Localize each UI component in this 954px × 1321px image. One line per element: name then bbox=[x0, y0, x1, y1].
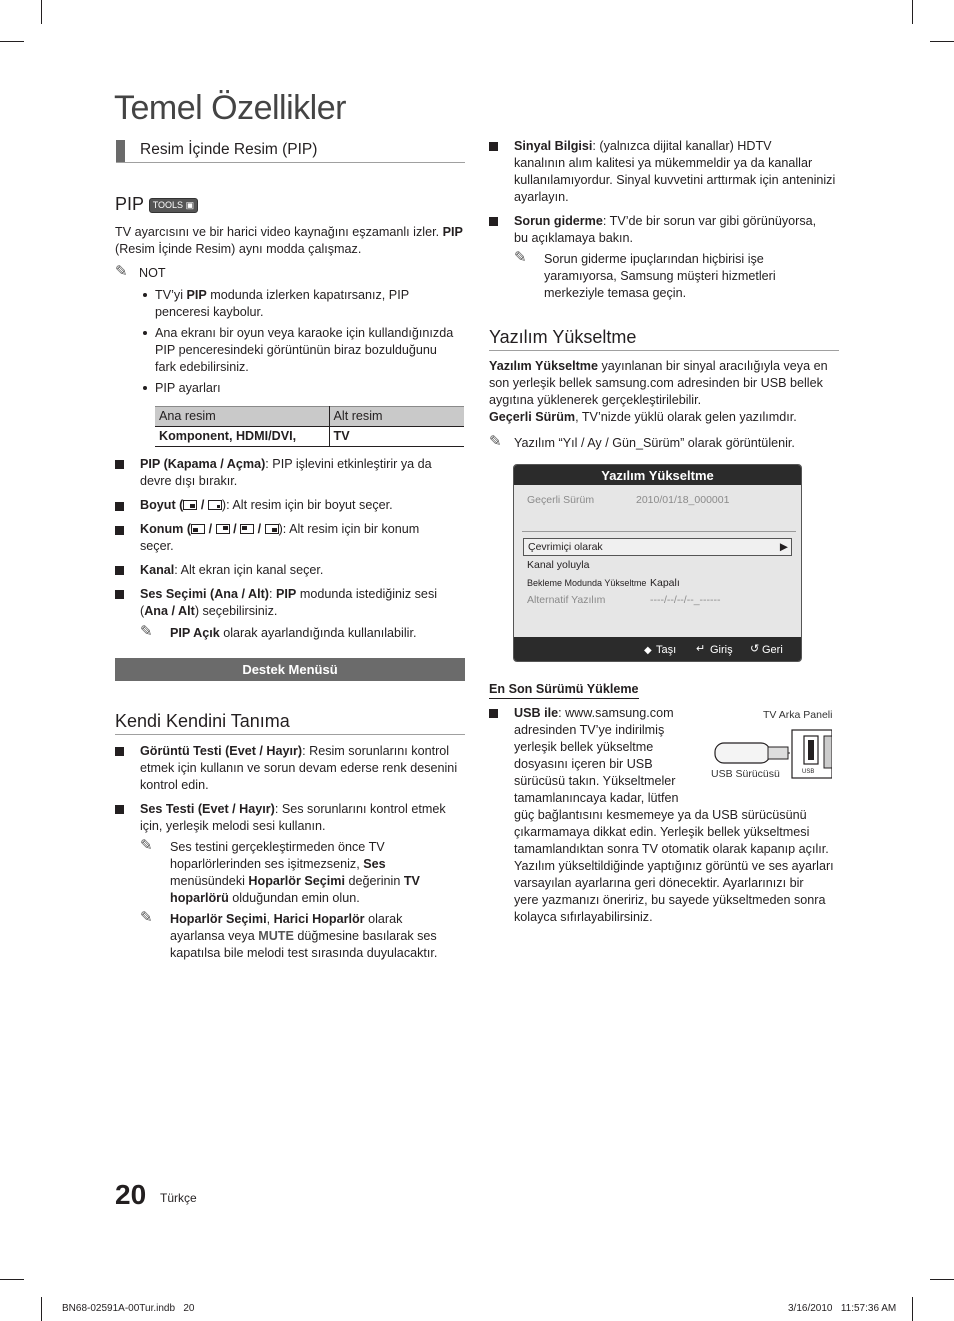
text: düğmesine basılarak ses bbox=[293, 929, 437, 943]
software-upgrade-osd bbox=[513, 464, 802, 662]
text: seçer. bbox=[140, 539, 174, 553]
text: ( bbox=[140, 604, 145, 618]
list-item-troubleshoot bbox=[514, 213, 844, 247]
osd-back-label: Geri bbox=[762, 644, 783, 656]
bullet-dot bbox=[143, 293, 147, 297]
text: hoparlörü bbox=[170, 891, 229, 905]
text: etmek için kullanın ve sorun devam ederse renk desenini bbox=[140, 761, 458, 775]
page-title: Temel Özellikler bbox=[114, 89, 346, 127]
note-bullet-3: PIP ayarları bbox=[155, 381, 221, 395]
text: ayarlansa veya bbox=[170, 929, 259, 943]
text: ): Alt resim için bir boyut seçer. bbox=[221, 498, 393, 512]
osd-option-standby-value: Kapalı bbox=[650, 577, 680, 589]
bullet-dot bbox=[143, 331, 147, 335]
text: / bbox=[254, 522, 265, 536]
self-diagnosis-title: Kendi Kendini Tanıma bbox=[115, 710, 465, 735]
text: : www.samsung.com bbox=[558, 706, 674, 720]
text: PIP bbox=[186, 288, 207, 302]
text: adresinden TV’ye indirilmiş bbox=[514, 723, 665, 737]
pip-settings-table bbox=[155, 406, 464, 447]
note-label: NOT bbox=[139, 266, 166, 280]
text: MUTE bbox=[258, 929, 294, 943]
table-cell: Komponent, HDMI/DVI, bbox=[155, 427, 329, 447]
text: Konum ( bbox=[140, 522, 192, 536]
text: Ses Testi (Evet / Hayır) bbox=[140, 802, 275, 816]
svg-text:USB: USB bbox=[802, 769, 815, 775]
table-cell: TV bbox=[329, 427, 464, 447]
text: olduğundan emin olun. bbox=[228, 891, 360, 905]
position-top-right-icon bbox=[216, 524, 230, 534]
text: Ses Seçimi (Ana / Alt) bbox=[140, 587, 270, 601]
text: yayınlanan bir sinyal aracılığıyla veya en bbox=[597, 359, 828, 373]
text: için, yerleşik melodi sesi kullanın. bbox=[140, 819, 326, 833]
crop-mark bbox=[41, 0, 42, 24]
text: kontrol edin. bbox=[140, 778, 209, 792]
text: Ses bbox=[363, 857, 386, 871]
list-bullet bbox=[489, 217, 498, 226]
text: Harici Hoparlör bbox=[273, 912, 365, 926]
section-title: Resim İçinde Resim (PIP) bbox=[140, 141, 318, 158]
note-icon: ✎ bbox=[514, 249, 527, 266]
note-icon: ✎ bbox=[140, 837, 153, 854]
list-item-size bbox=[140, 497, 465, 514]
text: menüsündeki bbox=[170, 874, 249, 888]
table-header: Ana resim bbox=[155, 407, 329, 427]
text: / bbox=[197, 498, 208, 512]
text: bu açıklamaya bakın. bbox=[514, 231, 634, 245]
text: fark edebilirsiniz. bbox=[155, 360, 249, 374]
text: PIP Açık bbox=[170, 626, 220, 640]
text: : (yalnızca dijital kanallar) HDTV bbox=[592, 139, 772, 153]
text: Yazılım Yükseltme bbox=[489, 359, 598, 373]
list-item-picture-test bbox=[140, 743, 470, 794]
text: olarak ayarlandığında kullanılabilir. bbox=[219, 626, 417, 640]
note-bullet-2 bbox=[155, 325, 475, 376]
text: penceresi kaybolur. bbox=[155, 305, 264, 319]
pip-heading-text: PIP bbox=[115, 194, 144, 214]
crop-mark bbox=[0, 41, 24, 42]
footer-date: 3/16/2010 11:57:36 AM bbox=[788, 1303, 897, 1314]
text: değerinin bbox=[345, 874, 404, 888]
crop-mark bbox=[912, 1297, 913, 1321]
text: ) seçebilirsiniz. bbox=[194, 604, 278, 618]
text: ): Alt resim için bir konum bbox=[278, 522, 420, 536]
osd-footer bbox=[514, 637, 801, 661]
osd-enter-label: Giriş bbox=[710, 644, 733, 656]
sound-test-note-2 bbox=[170, 911, 470, 962]
list-item-pip-onoff bbox=[140, 456, 465, 490]
text: Hoparlör Seçimi bbox=[248, 874, 346, 888]
text: çıkarmamaya dikkat edin. Yerleşik bellek yükseltmesi bbox=[514, 825, 810, 839]
table-row bbox=[155, 427, 464, 447]
text: TV bbox=[403, 874, 420, 888]
note-icon: ✎ bbox=[140, 623, 153, 640]
list-bullet bbox=[115, 566, 124, 575]
list-bullet bbox=[115, 460, 124, 469]
osd-option-label: Çevrimiçi olarak bbox=[528, 541, 603, 553]
list-bullet bbox=[489, 709, 498, 718]
text: güç bağlantısını kesmemeye ya da USB sürücüsünü bbox=[514, 808, 807, 822]
text: modunda izlerken kapatırsanız, PIP bbox=[206, 288, 410, 302]
note-bullet-1 bbox=[155, 287, 465, 321]
sound-note bbox=[170, 625, 416, 642]
text: TV’yi bbox=[155, 288, 187, 302]
text: aygıtına yüklenerek gerçekleştirilebilir. bbox=[489, 393, 702, 407]
text: : Alt ekran için kanal seçer. bbox=[174, 563, 324, 577]
tv-back-panel-label: TV Arka Paneli bbox=[763, 709, 833, 721]
text: dosyasını içeren bir USB bbox=[514, 757, 653, 771]
move-icon: ◆ bbox=[644, 645, 652, 656]
text: hoparlörlerinden ses işitmezseniz, bbox=[170, 857, 364, 871]
text: , bbox=[266, 912, 274, 926]
text: Sinyal Bilgisi bbox=[514, 139, 593, 153]
text: ayarlayın. bbox=[514, 190, 569, 204]
list-bullet bbox=[489, 142, 498, 151]
list-item-position bbox=[140, 521, 465, 555]
note-icon: ✎ bbox=[140, 909, 153, 926]
osd-move-label: Taşı bbox=[656, 644, 677, 656]
software-upgrade-title: Yazılım Yükseltme bbox=[489, 326, 839, 351]
text: kapatılsa bile melodi test sırasında duyulacaktır. bbox=[170, 946, 438, 960]
page-number: 20 bbox=[115, 1179, 147, 1210]
text: : Ses sorunlarını kontrol etmek bbox=[274, 802, 446, 816]
support-menu-banner: Destek Menüsü bbox=[115, 658, 465, 681]
sound-test-note-1 bbox=[170, 839, 470, 907]
crop-mark bbox=[912, 0, 913, 24]
text: TV ayarcısını ve bir harici video kaynağını eşzamanlı izler. bbox=[115, 225, 443, 239]
current-version-label: Geçerli Sürüm bbox=[527, 494, 595, 506]
size-large-icon bbox=[183, 500, 197, 510]
list-item-sound bbox=[140, 586, 465, 620]
text: son yerleşik bellek samsung.com adresinden bir USB bellek bbox=[489, 376, 823, 390]
text: merkeziyle temasa geçin. bbox=[544, 286, 687, 300]
text: Görüntü Testi (Evet / Hayır) bbox=[140, 744, 303, 758]
text: PIP bbox=[276, 587, 297, 601]
text: Ana ekranı bir oyun veya karaoke için kullandığınızda bbox=[155, 326, 454, 340]
page-language: Türkçe bbox=[160, 1191, 197, 1205]
text: yerleşik bellek yükseltme bbox=[514, 740, 654, 754]
text: yaramıyorsa, Samsung müşteri hizmetleri bbox=[544, 269, 776, 283]
enter-icon: ↵ bbox=[696, 643, 706, 655]
return-icon: ↺ bbox=[750, 643, 760, 655]
text: , TV’nizde yüklü olarak gelen yazılımdır. bbox=[575, 410, 797, 424]
list-bullet bbox=[115, 590, 124, 599]
osd-option-alternative[interactable]: Alternatif Yazılım bbox=[527, 594, 606, 606]
osd-option-standby[interactable]: Bekleme Modunda Yükseltme bbox=[527, 578, 647, 588]
text: : TV’de bir sorun var gibi görünüyorsa, bbox=[602, 214, 817, 228]
text: Geçerli Sürüm bbox=[489, 410, 576, 424]
text: Ana / Alt bbox=[144, 604, 195, 618]
text: olarak bbox=[364, 912, 403, 926]
text: Sorun giderme ipuçlarından hiçbirisi işe bbox=[544, 252, 764, 266]
text: Boyut ( bbox=[140, 498, 184, 512]
text: Hoparlör Seçimi bbox=[170, 912, 267, 926]
list-bullet bbox=[115, 805, 124, 814]
osd-divider bbox=[522, 531, 796, 532]
osd-option-online[interactable] bbox=[523, 538, 792, 556]
text: / bbox=[205, 522, 216, 536]
text: devre dışı bırakır. bbox=[140, 474, 238, 488]
text: kanalının alım kalitesi ya mükemmeldir ya da kanallar bbox=[514, 156, 813, 170]
note-icon: ✎ bbox=[115, 263, 128, 280]
text: Yazılım yükseltildiğinde yaptığınız görüntü ve ses ayarları bbox=[514, 859, 834, 873]
position-bottom-left-icon bbox=[191, 524, 205, 534]
table-header-row bbox=[155, 407, 464, 427]
text: USB ile bbox=[514, 706, 559, 720]
text: modunda istediğiniz sesi bbox=[296, 587, 438, 601]
crop-mark bbox=[930, 1279, 954, 1280]
list-item-sound-test bbox=[140, 801, 470, 835]
troubleshoot-note bbox=[544, 251, 844, 302]
position-top-left-icon bbox=[240, 524, 254, 534]
usb-drive-label: USB Sürücüsü bbox=[711, 768, 780, 780]
crop-mark bbox=[930, 41, 954, 42]
text: Ses testini gerçekleştirmeden önce TV bbox=[170, 840, 385, 854]
pip-intro bbox=[115, 224, 465, 258]
bullet-dot bbox=[143, 386, 147, 390]
text: PIP (Kapama / Açma) bbox=[140, 457, 266, 471]
latest-version-title: En Son Sürümü Yükleme bbox=[489, 681, 639, 699]
table-header: Alt resim bbox=[329, 407, 464, 427]
tools-label: TOOLS bbox=[152, 200, 184, 210]
text: sürücüsü takın. Yükseltmeler bbox=[514, 774, 676, 788]
list-bullet bbox=[115, 526, 124, 535]
list-bullet bbox=[115, 747, 124, 756]
text: : Resim sorunlarını kontrol bbox=[302, 744, 450, 758]
text: : bbox=[269, 587, 277, 601]
version-format-note: Yazılım “Yıl / Ay / Gün_Sürüm” olarak görüntülenir. bbox=[514, 436, 795, 450]
text: (Resim İçinde Resim) aynı modda çalışmaz. bbox=[115, 242, 362, 256]
current-version-value: 2010/01/18_000001 bbox=[636, 494, 730, 506]
upgrade-intro bbox=[489, 358, 839, 426]
crop-mark bbox=[41, 1297, 42, 1321]
list-item-channel bbox=[140, 562, 465, 579]
position-bottom-right-icon bbox=[265, 524, 279, 534]
arrow-right-icon: ▶ bbox=[779, 541, 788, 553]
text: yere yazmanızı öneririz, bu sayede yükseltmeden sonra bbox=[514, 893, 826, 907]
list-item-signal-info bbox=[514, 138, 844, 206]
text: : PIP işlevini etkinleştirir ya da bbox=[265, 457, 432, 471]
text: kullanılamıyordur. Sinyal kuvvetini arttırmak için anteninizi bbox=[514, 173, 836, 187]
text: PIP penceresindeki görüntünün biraz bozulduğunu bbox=[155, 343, 437, 357]
note-icon: ✎ bbox=[489, 433, 502, 450]
size-small-icon bbox=[208, 500, 222, 510]
list-bullet bbox=[115, 502, 124, 511]
text: varsayılan ayarlarına geri dönecektir. Ayarlarınızı bir bbox=[514, 876, 804, 890]
text: / bbox=[229, 522, 241, 536]
pip-heading bbox=[115, 193, 198, 215]
osd-title: Yazılım Yükseltme bbox=[514, 465, 801, 485]
crop-mark bbox=[0, 1279, 24, 1280]
text: Kanal bbox=[140, 563, 175, 577]
text: tamamlanıncaya kadar, lütfen bbox=[514, 791, 679, 805]
tools-badge: TOOLS ▣ bbox=[149, 198, 198, 213]
text: Sorun giderme bbox=[514, 214, 603, 228]
footer-file: BN68-02591A-00Tur.indb 20 bbox=[62, 1303, 195, 1314]
text: kolayca sıfırlayabilirsiniz. bbox=[514, 910, 653, 924]
osd-option-channel[interactable]: Kanal yoluyla bbox=[527, 559, 590, 571]
text: tamamlandıktan sonra TV otomatik olarak kapanıp açılır. bbox=[514, 842, 829, 856]
osd-option-alternative-value: ----/--/--/--_------ bbox=[650, 594, 721, 606]
text: PIP bbox=[442, 225, 463, 239]
